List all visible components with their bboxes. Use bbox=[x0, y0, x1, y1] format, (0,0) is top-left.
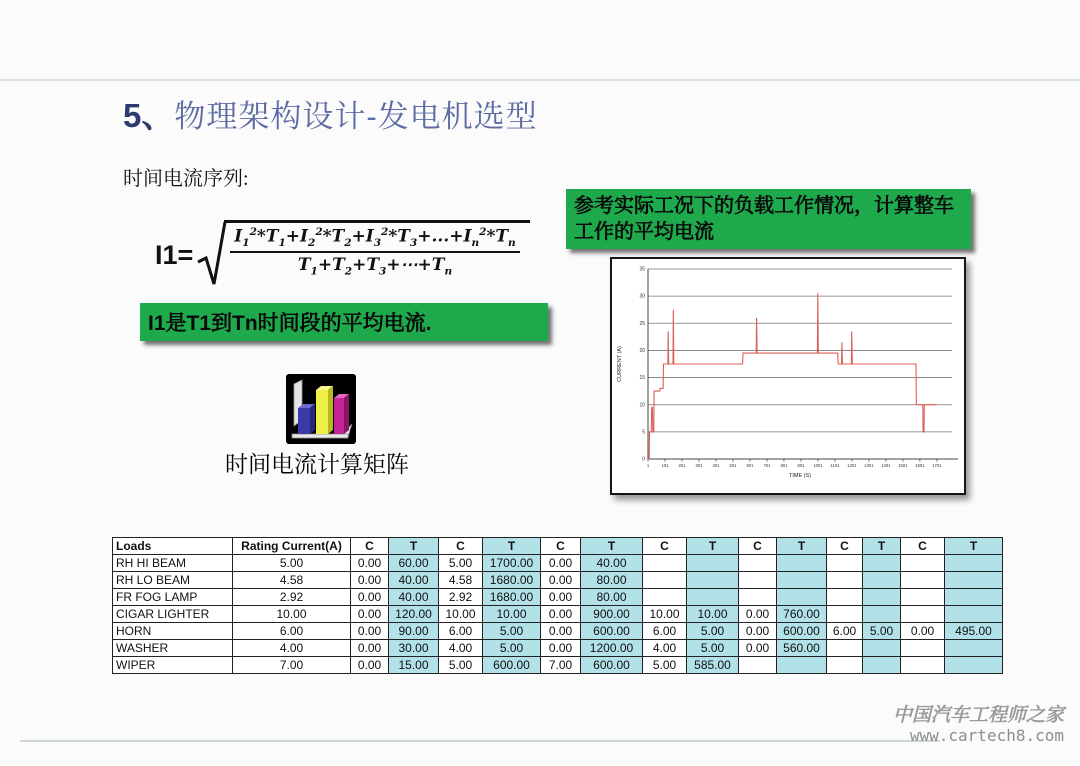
x-tick-label: 1501 bbox=[898, 463, 908, 468]
column-header: T bbox=[581, 538, 643, 555]
table-cell: 0.00 bbox=[541, 572, 581, 589]
x-tick-label: 101 bbox=[661, 463, 669, 468]
table-cell: 0.00 bbox=[739, 623, 777, 640]
table-cell: 30.00 bbox=[389, 640, 439, 657]
table-cell: HORN bbox=[113, 623, 233, 640]
x-tick-label: 901 bbox=[797, 463, 805, 468]
table-cell: 4.00 bbox=[643, 640, 687, 657]
table-cell: 4.00 bbox=[233, 640, 351, 657]
x-tick-label: 1301 bbox=[864, 463, 874, 468]
table-cell bbox=[945, 657, 1003, 674]
table-cell: 6.00 bbox=[233, 623, 351, 640]
table-cell: 2.92 bbox=[233, 589, 351, 606]
icon-shape bbox=[344, 394, 349, 434]
table-cell: 0.00 bbox=[541, 606, 581, 623]
table-cell: 5.00 bbox=[233, 555, 351, 572]
table-cell: 6.00 bbox=[827, 623, 863, 640]
radical-sign bbox=[197, 220, 529, 290]
table-cell: 600.00 bbox=[581, 623, 643, 640]
table-cell bbox=[739, 657, 777, 674]
table-cell: 10.00 bbox=[643, 606, 687, 623]
table-cell bbox=[863, 606, 901, 623]
table-cell: 2.92 bbox=[439, 589, 483, 606]
radical-icon bbox=[197, 220, 227, 290]
watermark-site-name: 中国汽车工程师之家 bbox=[892, 704, 1064, 726]
table-cell: 6.00 bbox=[439, 623, 483, 640]
table-row bbox=[113, 555, 1003, 572]
table-cell bbox=[863, 572, 901, 589]
column-header: C bbox=[439, 538, 483, 555]
column-header: C bbox=[739, 538, 777, 555]
column-header: C bbox=[541, 538, 581, 555]
table-cell: 0.00 bbox=[351, 555, 389, 572]
formula-denominator: $T_1+T_2+T_3+\cdots+T_n$ bbox=[297, 255, 453, 278]
x-tick-label: 701 bbox=[763, 463, 771, 468]
table-cell bbox=[777, 555, 827, 572]
column-header: T bbox=[777, 538, 827, 555]
table-header-row bbox=[113, 538, 1003, 555]
table-cell: 4.58 bbox=[439, 572, 483, 589]
table-cell: 10.00 bbox=[687, 606, 739, 623]
table-cell: 495.00 bbox=[945, 623, 1003, 640]
fraction bbox=[230, 226, 519, 277]
bar-chart-icon bbox=[286, 374, 356, 444]
average-current-formula bbox=[155, 220, 530, 290]
x-tick-label: 401 bbox=[712, 463, 720, 468]
table-cell: 80.00 bbox=[581, 589, 643, 606]
table-cell: RH HI BEAM bbox=[113, 555, 233, 572]
column-header: Loads bbox=[113, 538, 233, 555]
table-cell bbox=[945, 606, 1003, 623]
icon-shape bbox=[328, 386, 333, 434]
table-cell: 900.00 bbox=[581, 606, 643, 623]
table-cell: 40.00 bbox=[389, 589, 439, 606]
table-row bbox=[113, 589, 1003, 606]
table-cell: 5.00 bbox=[643, 657, 687, 674]
table-cell bbox=[901, 589, 945, 606]
table-cell bbox=[739, 572, 777, 589]
x-tick-label: 1001 bbox=[813, 463, 823, 468]
table-cell: 5.00 bbox=[439, 555, 483, 572]
table-cell bbox=[863, 589, 901, 606]
table-cell: 0.00 bbox=[739, 640, 777, 657]
table-cell: 15.00 bbox=[389, 657, 439, 674]
x-tick-label: 501 bbox=[729, 463, 737, 468]
x-tick-label: 301 bbox=[695, 463, 703, 468]
column-header: C bbox=[351, 538, 389, 555]
table-cell: 0.00 bbox=[739, 606, 777, 623]
icon-shape bbox=[298, 408, 310, 434]
current-line bbox=[648, 293, 937, 459]
table-cell bbox=[827, 657, 863, 674]
x-tick-label: 1 bbox=[646, 463, 650, 468]
table-cell bbox=[777, 589, 827, 606]
table-cell: WIPER bbox=[113, 657, 233, 674]
y-axis-label: CURRENT (A) bbox=[617, 346, 623, 382]
table-cell: 0.00 bbox=[541, 623, 581, 640]
note-average-current: I1是T1到Tn时间段的平均电流. bbox=[140, 303, 548, 341]
x-tick-label: 201 bbox=[678, 463, 686, 468]
column-header: Rating Current(A) bbox=[233, 538, 351, 555]
table-row bbox=[113, 640, 1003, 657]
table-cell: 60.00 bbox=[389, 555, 439, 572]
table-cell bbox=[863, 555, 901, 572]
table-cell bbox=[901, 640, 945, 657]
x-tick-label: 1601 bbox=[915, 463, 925, 468]
y-tick-label: 35 bbox=[639, 266, 645, 273]
table-cell: 1200.00 bbox=[581, 640, 643, 657]
x-tick-label: 1101 bbox=[830, 463, 840, 468]
y-tick-label: 25 bbox=[639, 320, 645, 327]
formula-lhs: I1= bbox=[155, 239, 194, 270]
column-header: C bbox=[643, 538, 687, 555]
y-tick-label: 0 bbox=[642, 456, 645, 463]
column-header: T bbox=[687, 538, 739, 555]
table-cell: 5.00 bbox=[483, 640, 541, 657]
icon-shape bbox=[334, 398, 344, 434]
page-title bbox=[123, 90, 538, 137]
current-time-chart bbox=[610, 257, 966, 495]
x-tick-label: 1401 bbox=[881, 463, 891, 468]
table-cell: 600.00 bbox=[483, 657, 541, 674]
table-cell bbox=[687, 589, 739, 606]
table-cell: 1680.00 bbox=[483, 572, 541, 589]
table-cell: 0.00 bbox=[351, 657, 389, 674]
table-cell: 90.00 bbox=[389, 623, 439, 640]
table-cell bbox=[777, 572, 827, 589]
icon-shape bbox=[292, 434, 348, 438]
table-cell bbox=[901, 555, 945, 572]
table-cell: 560.00 bbox=[777, 640, 827, 657]
watermark bbox=[893, 705, 1064, 745]
x-tick-label: 601 bbox=[746, 463, 754, 468]
table-cell bbox=[739, 589, 777, 606]
table-cell: 40.00 bbox=[389, 572, 439, 589]
table-cell bbox=[945, 589, 1003, 606]
table-cell: 10.00 bbox=[439, 606, 483, 623]
y-tick-label: 10 bbox=[639, 402, 645, 409]
table-cell bbox=[945, 572, 1003, 589]
table-cell: FR FOG LAMP bbox=[113, 589, 233, 606]
table-cell bbox=[687, 555, 739, 572]
table-cell: WASHER bbox=[113, 640, 233, 657]
table-cell: 5.00 bbox=[687, 623, 739, 640]
x-tick-label: 801 bbox=[780, 463, 788, 468]
table-cell: 600.00 bbox=[581, 657, 643, 674]
line-chart bbox=[612, 259, 964, 493]
table-cell bbox=[827, 606, 863, 623]
table-cell: 40.00 bbox=[581, 555, 643, 572]
table-cell bbox=[827, 589, 863, 606]
x-tick-label: 1701 bbox=[932, 463, 942, 468]
column-header: C bbox=[827, 538, 863, 555]
table-cell: 4.00 bbox=[439, 640, 483, 657]
loads-table bbox=[112, 537, 1003, 674]
table-cell: 7.00 bbox=[233, 657, 351, 674]
table-cell bbox=[901, 657, 945, 674]
table-cell: CIGAR LIGHTER bbox=[113, 606, 233, 623]
table-cell bbox=[643, 572, 687, 589]
table-cell: 0.00 bbox=[901, 623, 945, 640]
table-cell: 5.00 bbox=[687, 640, 739, 657]
formula-numerator: $I_1^2*T_1+I_2^2*T_2+I_3^2*T_3+...+I_n^2*T_n$ bbox=[230, 226, 519, 253]
table-cell bbox=[827, 572, 863, 589]
time-current-sequence-label: 时间电流序列: bbox=[123, 168, 249, 190]
column-header: T bbox=[863, 538, 901, 555]
table-cell bbox=[901, 572, 945, 589]
table-cell: 5.00 bbox=[863, 623, 901, 640]
table-cell: 6.00 bbox=[643, 623, 687, 640]
table-cell: 0.00 bbox=[351, 640, 389, 657]
table-cell bbox=[945, 640, 1003, 657]
x-axis-label: TIME (S) bbox=[789, 473, 811, 479]
table-cell: 80.00 bbox=[581, 572, 643, 589]
table-cell: 0.00 bbox=[351, 589, 389, 606]
table-cell bbox=[643, 555, 687, 572]
x-tick-label: 1201 bbox=[847, 463, 857, 468]
top-divider bbox=[0, 79, 1080, 81]
matrix-caption: 时间电流计算矩阵 bbox=[225, 451, 409, 477]
table-cell: 600.00 bbox=[777, 623, 827, 640]
note-reference-load: 参考实际工况下的负载工作情况，计算整车工作的平均电流 bbox=[566, 189, 971, 249]
table-cell bbox=[945, 555, 1003, 572]
table-cell: 5.00 bbox=[483, 623, 541, 640]
column-header: T bbox=[483, 538, 541, 555]
table-cell bbox=[863, 640, 901, 657]
y-tick-label: 15 bbox=[639, 375, 645, 382]
table-cell: 1680.00 bbox=[483, 589, 541, 606]
table-cell: RH LO BEAM bbox=[113, 572, 233, 589]
radicand bbox=[224, 220, 529, 290]
table-cell: 7.00 bbox=[541, 657, 581, 674]
table-cell: 5.00 bbox=[439, 657, 483, 674]
table-cell: 10.00 bbox=[483, 606, 541, 623]
icon-shape bbox=[310, 404, 315, 434]
table-cell: 0.00 bbox=[541, 640, 581, 657]
table-row bbox=[113, 623, 1003, 640]
table-cell: 0.00 bbox=[541, 555, 581, 572]
table-row bbox=[113, 606, 1003, 623]
page-title-text: 物理架构设计-发电机选型 bbox=[174, 99, 538, 134]
table-cell: 0.00 bbox=[351, 606, 389, 623]
table-cell: 1700.00 bbox=[483, 555, 541, 572]
table-cell: 10.00 bbox=[233, 606, 351, 623]
table-cell: 0.00 bbox=[541, 589, 581, 606]
table-cell bbox=[827, 640, 863, 657]
watermark-url: www.cartech8.com bbox=[909, 725, 1064, 745]
y-tick-label: 20 bbox=[639, 348, 645, 355]
table-cell: 0.00 bbox=[351, 572, 389, 589]
column-header: T bbox=[945, 538, 1003, 555]
icon-shape bbox=[316, 390, 328, 434]
table-row bbox=[113, 657, 1003, 674]
table-cell: 4.58 bbox=[233, 572, 351, 589]
table-cell bbox=[643, 589, 687, 606]
table-cell: 0.00 bbox=[351, 623, 389, 640]
table-cell bbox=[739, 555, 777, 572]
y-tick-label: 30 bbox=[639, 293, 645, 300]
table-cell: 585.00 bbox=[687, 657, 739, 674]
column-header: T bbox=[389, 538, 439, 555]
bottom-divider bbox=[20, 740, 940, 742]
column-header: C bbox=[901, 538, 945, 555]
table-row bbox=[113, 572, 1003, 589]
table-cell: 120.00 bbox=[389, 606, 439, 623]
table-cell bbox=[827, 555, 863, 572]
table-cell bbox=[687, 572, 739, 589]
table-cell bbox=[901, 606, 945, 623]
y-tick-label: 5 bbox=[642, 429, 645, 436]
table-cell bbox=[777, 657, 827, 674]
table-cell bbox=[863, 657, 901, 674]
page-title-number: 5、 bbox=[123, 97, 175, 134]
table-cell: 760.00 bbox=[777, 606, 827, 623]
